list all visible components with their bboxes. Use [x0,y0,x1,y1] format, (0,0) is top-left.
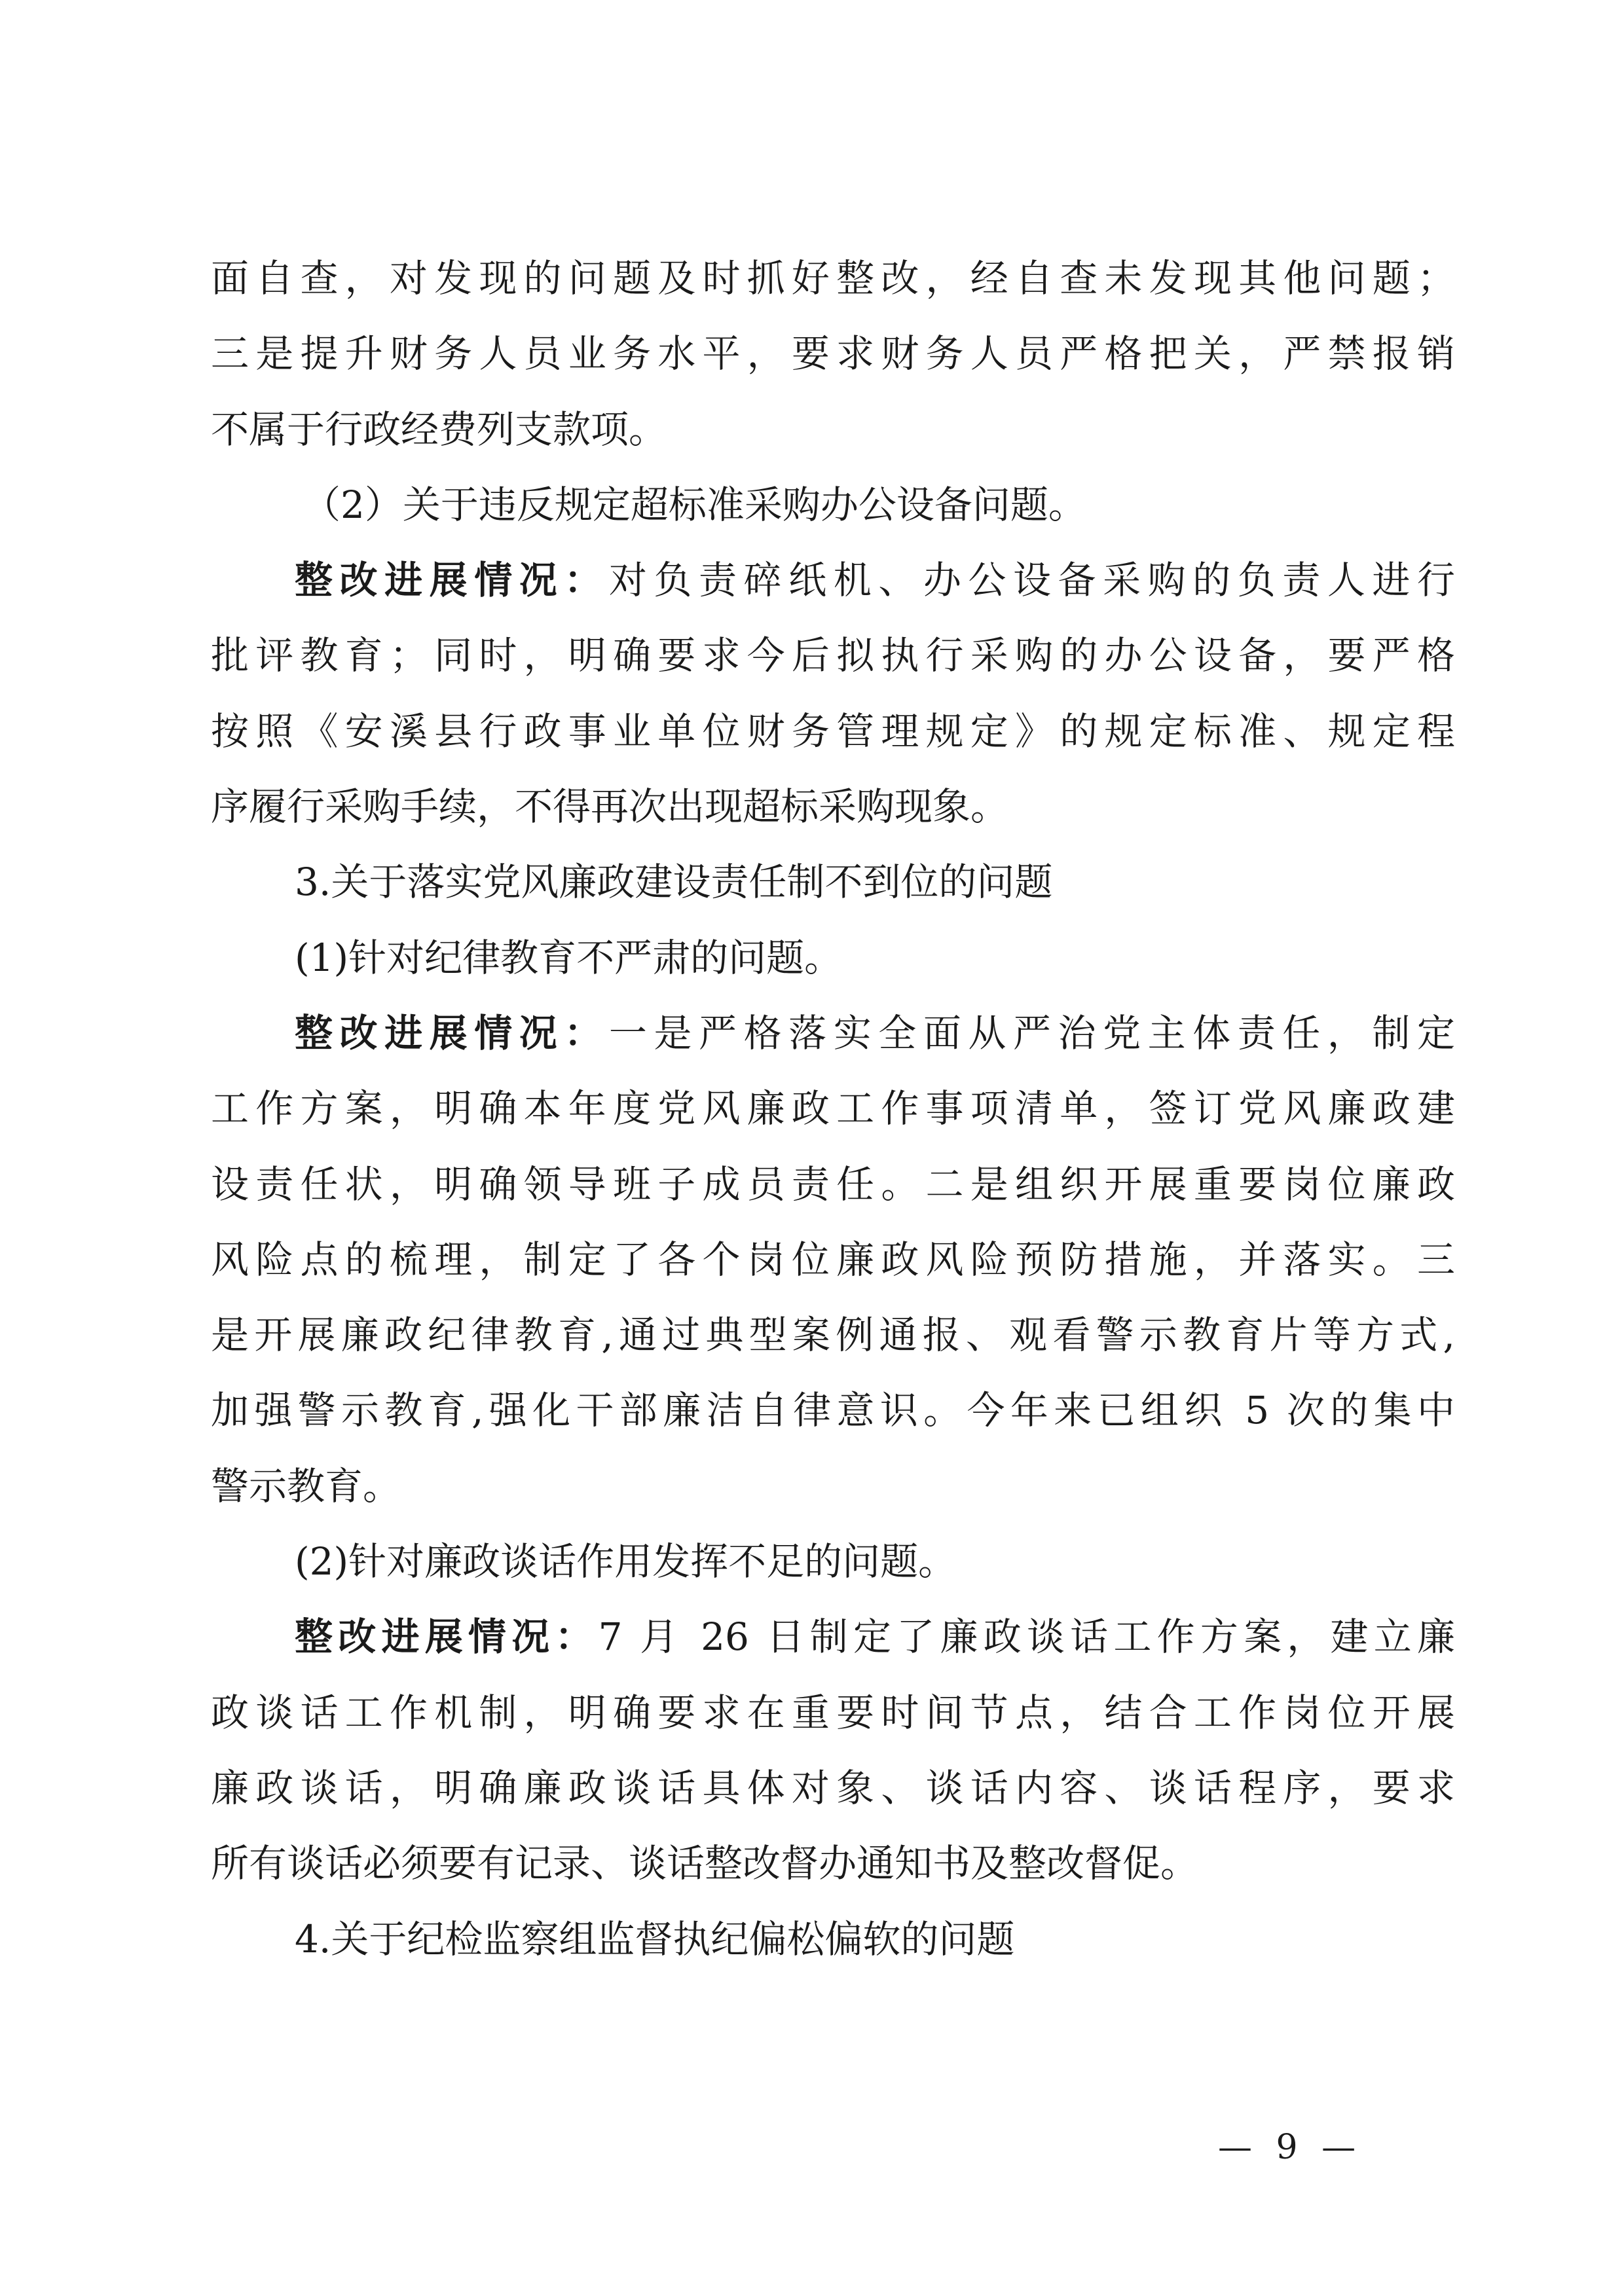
body-line-2: 三是提升财务人员业务水平，要求财务人员严格把关，严禁报销 [211,331,1455,376]
progress-paragraph-3-line-4: 所有谈话必须要有记录、谈话整改督办通知书及整改督促。 [211,1841,1199,1886]
section-heading-3: 3.关于落实党风廉政建设责任制不到位的问题 [295,860,1053,905]
progress-paragraph-2-line-5: 是开展廉政纪律教育,通过典型案例通报、观看警示教育片等方式, [211,1313,1455,1358]
body-line-3: 不属于行政经费列支款项。 [211,407,667,452]
progress-text: 一是严格落实全面从严治党主体责任，制定 [608,1010,1455,1055]
progress-paragraph-2-line-2: 工作方案，明确本年度党风廉政工作事项清单，签订党风廉政建 [211,1086,1455,1131]
progress-paragraph-1-line-4: 序履行采购手续，不得再次出现超标采购现象。 [211,784,1009,829]
progress-label: 整改进展情况： [295,558,609,603]
body-line-1: 面自查，对发现的问题及时抓好整改，经自查未发现其他问题； [211,256,1455,301]
page-number: — 9 — [1218,2128,1363,2167]
progress-label: 整改进展情况： [295,1614,599,1660]
progress-paragraph-2-line-6: 加强警示教育,强化干部廉洁自律意识。今年来已组织 5 次的集中 [211,1388,1455,1433]
subsection-heading-3-1: (1)针对纪律教育不严肃的问题。 [295,935,843,980]
subsection-heading-2: （2）关于违反规定超标准采购办公设备问题。 [303,482,1086,527]
progress-paragraph-2-line-4: 风险点的梳理，制定了各个岗位廉政风险预防措施，并落实。三 [211,1237,1455,1282]
progress-paragraph-3-line-1 [211,1599,1455,1675]
progress-text: 7 月 26 日制定了廉政谈话工作方案，建立廉 [598,1614,1455,1660]
progress-paragraph-2-line-3: 设责任状，明确领导班子成员责任。二是组织开展重要岗位廉政 [211,1161,1455,1207]
progress-paragraph-2-line-7: 警示教育。 [211,1463,401,1508]
progress-paragraph-3-line-3: 廉政谈话，明确廉政谈话具体对象、谈话内容、谈话程序，要求 [211,1765,1455,1810]
progress-paragraph-1-line-3: 按照《安溪县行政事业单位财务管理规定》的规定标准、规定程 [211,708,1455,754]
document-body [211,241,1455,1977]
progress-paragraph-2-line-1 [211,996,1455,1071]
progress-paragraph-1-line-2: 批评教育；同时，明确要求今后拟执行采购的办公设备，要严格 [211,633,1455,678]
progress-paragraph-1-line-1 [211,543,1455,618]
subsection-heading-3-2: (2)针对廉政谈话作用发挥不足的问题。 [295,1539,957,1584]
progress-paragraph-3-line-2: 政谈话工作机制，明确要求在重要时间节点，结合工作岗位开展 [211,1690,1455,1735]
progress-text: 对负责碎纸机、办公设备采购的负责人进行 [608,558,1455,603]
section-heading-4: 4.关于纪检监察组监督执纪偏松偏软的问题 [295,1916,1015,1961]
progress-label: 整改进展情况： [295,1010,609,1055]
